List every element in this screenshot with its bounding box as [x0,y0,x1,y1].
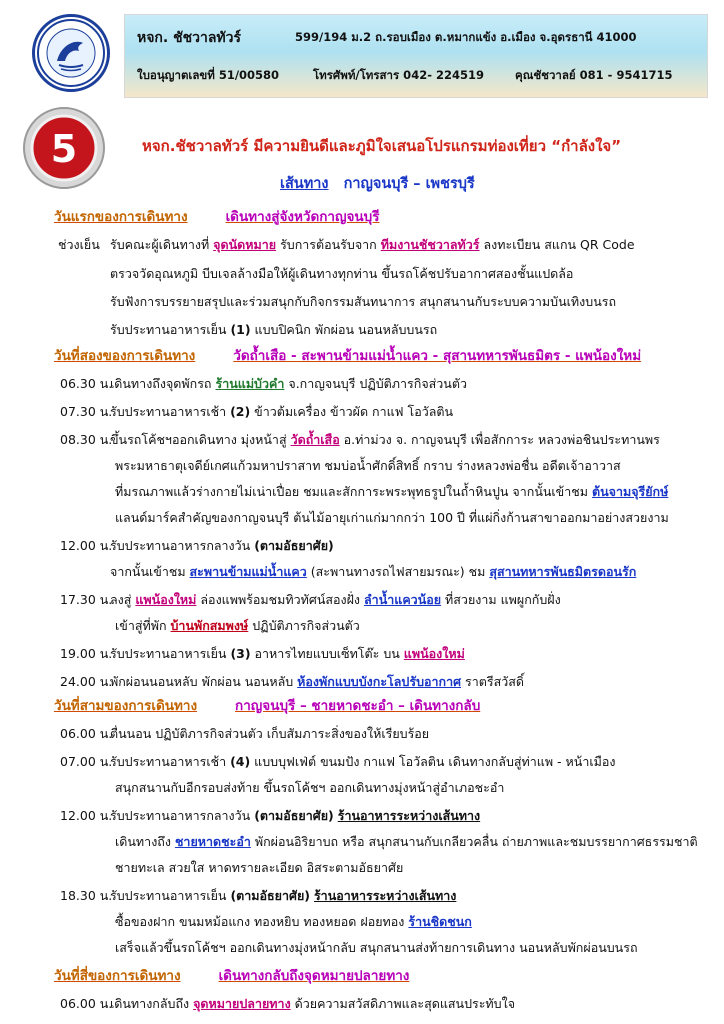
route-label: เส้นทาง [280,176,329,192]
day3-row2: รับประทานอาหารเช้า (4) แบบบุฟเฟ่ต์ ขนมปัง กาแฟ โอวัลติน เดินทางกลับสู่ท่าแพ - หน้าเมือง [110,754,616,769]
contact-person: คุณชัชวาลย์ 081 - 9541715 [515,68,673,82]
day2-row3: ขึ้นรถโค้ชฯออกเดินทาง มุ่งหน้าสู่ วัดถ้ำเสือ อ.ท่าม่วง จ. กาญจนบุรี เพื่อสักการะ หลวงพ่อชินประทานพร [110,432,660,447]
badge-medal-icon [22,106,106,190]
day3-time-0700: 07.00 น. [60,754,113,769]
day3-row4c: เสร็จแล้วขึ้นรถโค้ชฯ ออกเดินทางมุ่งหน้ากลับ สนุกสนานส่งท้ายการเดินทาง นอนหลับพักผ่อนบนรถ [115,940,638,955]
header-banner [124,14,708,98]
day2-heading: วันที่สองของการเดินทาง วัดถ้ำเสือ - สะพานข้ามแม่น้ำแคว - สุสานทหารพันธมิตร - แพน้องใหม่ [54,348,642,364]
day2-row2: รับประทานอาหารเช้า (2) ข้าวต้มเครื่อง ข้าวผัด กาแฟ โอวัลติน [110,404,454,419]
badge-number: 5 [50,127,78,171]
day2-row4b: จากนั้นเข้าชม สะพานข้ามแม่น้ำแคว (สะพานทางรถไฟสายมรณะ) ชม สุสานทหารพันธมิตรดอนรัก [110,564,637,579]
phone-number: โทรศัพท์/โทรสาร 042- 224519 [313,68,484,82]
company-name: หจก. ชัชวาลทัวร์ [137,30,242,46]
day3-time-0600: 06.00 น. [60,726,113,741]
day3-row3c: ชายทะเล สวยใส หาดทรายละเอียด อิสระตามอัธยาศัย [115,860,404,875]
company-address: 599/194 ม.2 ถ.รอบเมือง ต.หมากแข้ง อ.เมือง จ.อุดรธานี 41000 [295,30,637,44]
route-line [280,172,475,195]
day2-time-1900: 19.00 น. [60,646,113,661]
day2-row4: รับประทานอาหารกลางวัน (ตามอัธยาศัย) [110,538,334,553]
day4-heading: วันที่สี่ของการเดินทาง เดินทางกลับถึงจุดหมายปลายทาง [54,968,410,984]
day1-line4: รับประทานอาหารเย็น (1) แบบปิคนิก พักผ่อน นอนหลับบนรถ [110,322,438,337]
day2-row7: พักผ่อนนอนหลับ พักผ่อน นอนหลับ ห้องพักแบบบังกะโลปรับอากาศ ราตรีสวัสดิ์ [110,674,525,689]
program-number-badge [22,106,106,190]
day2-row3c: ที่มรณภาพแล้วร่างกายไม่เน่าเปื่อย ชมและสักการะพระพุทธรูปในถ้ำหินปูน จากนั้นเข้าชม ต้นจามจุรียักษ์ [115,484,669,499]
page-title: หจก.ชัชวาลทัวร์ มีความยินดีและภูมิใจเสนอโปรแกรมท่องเที่ยว “กำลังใจ” [142,137,622,155]
day3-row3b: เดินทางถึง ชายหาดชะอำ พักผ่อนอิริยาบถ หรือ สนุกสนานกับเกลียวคลื่น ถ่ายภาพและชมบรรยากาศธรรมชาติ [115,834,698,849]
day2-row1: เดินทางถึงจุดพักรถ ร้านแม่บัวคำ จ.กาญจนบุรี ปฏิบัติภารกิจส่วนตัว [110,376,467,391]
day3-row3: รับประทานอาหารกลางวัน (ตามอัธยาศัย) ร้านอาหารระหว่างเส้นทาง [110,808,481,823]
day2-row3b: พระมหาธาตุเจดีย์เกศแก้วมหาปราสาท ชมบ่อน้ำศักดิ์สิทธิ์ กราบ ร่างหลวงพ่อชื่น อดีตเจ้าอาวาส [115,458,621,473]
day3-row4: รับประทานอาหารเย็น (ตามอัธยาศัย) ร้านอาหารระหว่างเส้นทาง [110,888,457,903]
letterhead [18,8,708,100]
dolphin-logo-icon [35,17,107,89]
day2-row5: ลงสู่ แพน้องใหม่ ล่องแพพร้อมชมทิวทัศน์สองฝั่ง ลำน้ำแควน้อย ที่สวยงาม แพผูกกับฝั่ง [110,592,561,607]
license-number: ใบอนุญาตเลขที่ 51/00580 [137,68,280,82]
day2-time-1730: 17.30 น. [60,592,113,607]
day2-time-0630: 06.30 น. [60,376,113,391]
day2-row3d: แลนด์มาร์คสำคัญของกาญจนบุรี ต้นไม้อายุเก่าแก่มากกว่า 100 ปี ที่แผ่กิ่งก้านสาขาออกมาอย่างสวยงาม [115,510,669,525]
day3-time-1830: 18.30 น. [60,888,113,903]
day4-row1: เดินทางกลับถึง จุดหมายปลายทาง ด้วยความสวัสดิภาพและสุดแสนประทับใจ [110,996,516,1011]
day2-time-0830: 08.30 น. [60,432,113,447]
day2-time-2400: 24.00 น. [60,674,113,689]
day1-heading: วันแรกของการเดินทาง เดินทางสู่จังหวัดกาญจนบุรี [54,209,380,225]
day3-row2b: สนุกสนานกับอีกรอบส่งท้าย ขึ้นรถโค้ชฯ ออกเดินทางมุ่งหน้าสู่อำเภอชะอำ [115,780,505,795]
day2-row5b: เข้าสู่ที่พัก บ้านพักสมพงษ์ ปฏิบัติภารกิจส่วนตัว [115,618,360,633]
day3-time-1200: 12.00 น. [60,808,113,823]
day2-time-0730: 07.30 น. [60,404,113,419]
day3-row1: ตื่นนอน ปฏิบัติภารกิจส่วนตัว เก็บสัมภาระสิ่งของให้เรียบร้อย [110,726,430,741]
day1-line1: รับคณะผู้เดินทางที่ จุดนัดหมาย รับการต้อนรับจาก ทีมงานชัชวาลทัวร์ ลงทะเบียน สแกน QR Code [110,237,635,252]
day1-time: ช่วงเย็น [58,237,100,252]
day3-row4b: ซื้อของฝาก ขนมหม้อแกง ทองหยิบ ทองหยอด ฝอยทอง ร้านชิดชนก [115,914,472,929]
day1-line2: ตรวจวัดอุณหภูมิ บีบเจลล้างมือให้ผู้เดินทางทุกท่าน ขึ้นรถโค้ชปรับอากาศสองชั้นแปดล้อ [110,266,574,281]
day2-row6: รับประทานอาหารเย็น (3) อาหารไทยแบบเซ็ทโต๊ะ บน แพน้องใหม่ [110,646,465,661]
route-value: กาญจนบุรี – เพชรบุรี [343,176,475,192]
day3-heading: วันที่สามของการเดินทาง กาญจนบุรี – ชายหาดชะอำ – เดินทางกลับ [54,698,481,714]
day4-time-0600: 06.00 น. [60,996,113,1011]
day2-time-1200: 12.00 น. [60,538,113,553]
day1-line3: รับฟังการบรรยายสรุปและร่วมสนุกกับกิจกรรมสันทนาการ สนุกสนานกับระบบความบันเทิงบนรถ [110,294,617,309]
company-logo [32,14,110,92]
